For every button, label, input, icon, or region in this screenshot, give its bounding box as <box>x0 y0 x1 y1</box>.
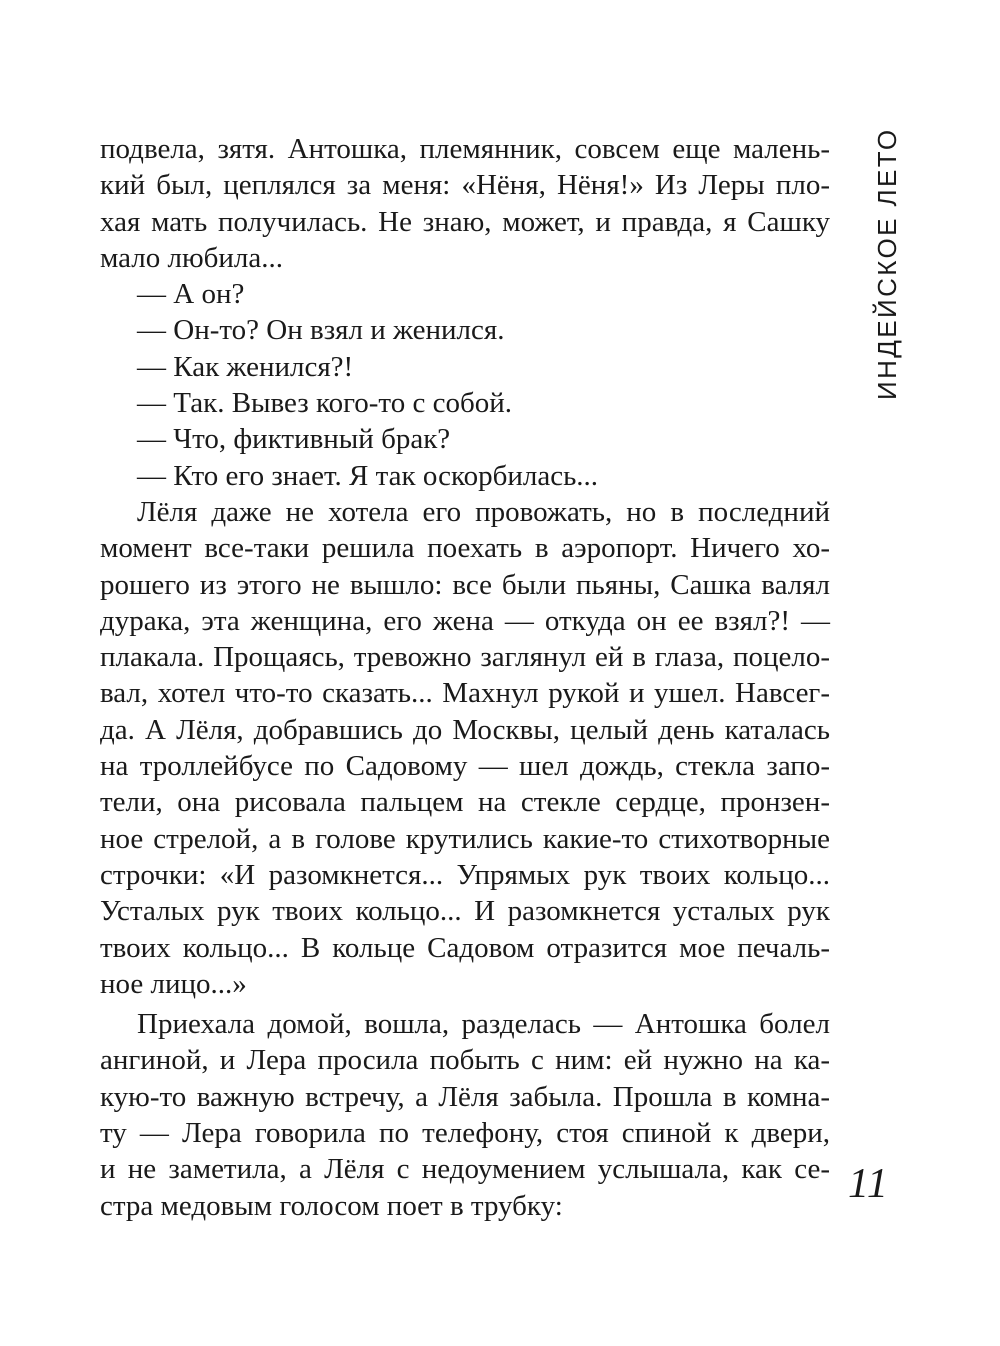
text-line: момент все-таки решила поехать в аэропорт. Ничего хо- <box>100 532 830 565</box>
text-line: вал, хотел что-то сказать... Махнул рукой и ушел. Навсег- <box>100 677 830 710</box>
text-line: плакала. Прощаясь, тревожно заглянул ей в глаза, поцело- <box>100 641 830 674</box>
dialogue-line: — Он-то? Он взял и женился. <box>137 314 505 347</box>
text-line: ту — Лера говорила по телефону, стоя спиной к двери, <box>100 1117 830 1150</box>
text-line: Лёля даже не хотела его провожать, но в последний <box>137 495 830 528</box>
text-line: кий был, цеплялся за меня: «Нёня, Нёня!» Из Леры пло- <box>100 169 830 202</box>
page-number: 11 <box>848 1161 889 1207</box>
text-line: ное лицо...» <box>100 967 247 1000</box>
text-line: рошего из этого не вышло: все были пьяны, Сашка валял <box>100 568 830 601</box>
text-line: и не заметила, а Лёля с недоумением услышала, как се- <box>100 1153 830 1186</box>
dialogue-line: — Как женился?! <box>137 350 354 383</box>
text-line: хая мать получилась. Не знаю, может, и правда, я Сашку <box>100 205 830 238</box>
text-line: дурака, эта женщина, его жена — откуда он ее взял?! — <box>100 604 830 637</box>
text-line: ное стрелой, а в голове крутились какие-то стихотворные <box>100 822 830 855</box>
text-line: Усталых рук твоих кольцо... И разомкнется усталых рук <box>100 895 830 928</box>
text-line: на троллейбусе по Садовому — шел дождь, стекла запо- <box>100 750 830 783</box>
text-line: тели, она рисовала пальцем на стекле сердце, пронзен- <box>100 786 830 819</box>
body-text <box>100 131 830 1224</box>
dialogue-line: — А он? <box>137 278 245 311</box>
text-line: подвела, зятя. Антошка, племянник, совсем еще малень- <box>100 133 830 165</box>
text-line: твоих кольцо... В кольце Садовом отразится мое печаль- <box>100 931 830 964</box>
text-line: кую-то важную встречу, а Лёля забыла. Прошла в комна- <box>100 1080 830 1113</box>
dialogue-line: — Кто его знает. Я так оскорбилась... <box>137 459 599 492</box>
text-line: Приехала домой, вошла, разделась — Антошка болел <box>137 1008 830 1041</box>
text-line: ангиной, и Лера просила побыть с ним: ей нужно на ка- <box>100 1044 830 1077</box>
text-line: стра медовым голосом поет в трубку: <box>100 1189 563 1222</box>
running-head: ИНДЕЙСКОЕ ЛЕТО <box>872 127 902 400</box>
text-line: строчки: «И разомкнется... Упрямых рук твоих кольцо... <box>100 858 830 891</box>
dialogue-line: — Так. Вывез кого-то с собой. <box>137 387 512 420</box>
text-line: мало любила... <box>100 241 284 274</box>
dialogue-line: — Что, фиктивный брак? <box>137 423 451 456</box>
text-line: да. А Лёля, добравшись до Москвы, целый день каталась <box>100 713 830 746</box>
